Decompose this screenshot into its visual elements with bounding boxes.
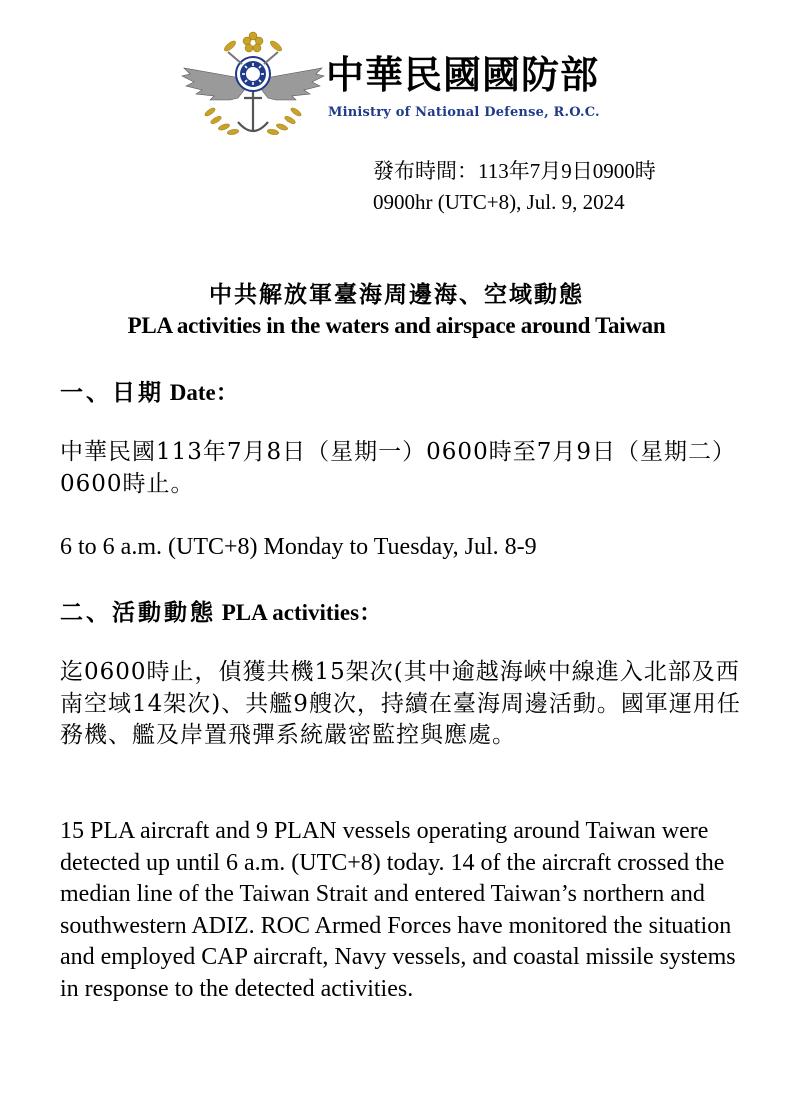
document-title-zh: 中共解放軍臺海周邊海、空域動態 xyxy=(209,281,584,308)
release-time xyxy=(373,156,656,218)
release-time-en: 0900hr (UTC+8), Jul. 9, 2024 xyxy=(373,190,625,214)
section-date-heading-en: Date： xyxy=(169,380,239,405)
section-date-heading-zh: 一、日期 xyxy=(60,379,164,406)
section-activities-heading-zh: 二、活動動態 xyxy=(60,599,216,626)
activities-body-zh: 迄0600時止，偵獲共機15架次(其中逾越海峽中線進入北部及西南空域14架次)、共艦9艘次，持續在臺海周邊活動。國軍運用任務機、艦及岸置飛彈系統嚴密監控與應處。 xyxy=(60,659,741,748)
mnd-emblem-icon xyxy=(180,28,326,146)
date-body-zh: 中華民國113年7月8日（星期一）0600時至7月9日（星期二）0600時止。 xyxy=(60,439,736,497)
ministry-name-en: Ministry of National Defense, R.O.C. xyxy=(328,105,600,120)
date-body-en: 6 to 6 a.m. (UTC+8) Monday to Tuesday, Jul. 8-9 xyxy=(60,534,537,560)
section-activities-heading xyxy=(60,594,382,627)
section-activities-heading-en: PLA activities： xyxy=(221,600,383,625)
document-title xyxy=(0,279,793,341)
document-title-en: PLA activities in the waters and airspace around Taiwan xyxy=(127,313,666,338)
ministry-name-zh: 中華民國國防部 xyxy=(326,53,600,97)
activities-body-en: 15 PLA aircraft and 9 PLAN vessels operating around Taiwan were detected up until 6 a.m. (UTC+8) today. 14 of the aircraft crossed the median line of the Taiwan Strait and entered Taiwan’s northern and southwestern ADIZ. ROC Armed Forces have monitored the situation and employed CAP aircraft, Navy vessels, and coastal missile systems in response to the detected activities. xyxy=(60,818,736,1002)
section-date-heading xyxy=(60,374,239,407)
release-time-zh: 發布時間：113年7月9日0900時 xyxy=(373,159,656,183)
